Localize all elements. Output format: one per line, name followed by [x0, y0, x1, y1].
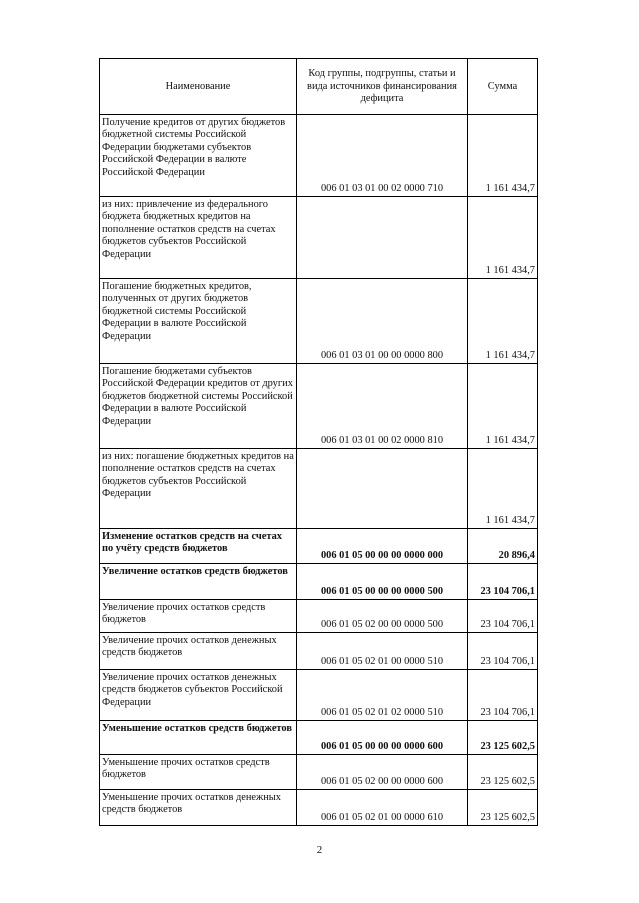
row-sum: 1 161 434,7: [468, 279, 538, 364]
table-row: [100, 755, 538, 790]
table-row: [100, 115, 538, 197]
row-sum: 23 125 602,5: [468, 755, 538, 790]
row-sum: 20 896,4: [468, 529, 538, 564]
row-name: из них: привлечение из федерального бюджета бюджетных кредитов на пополнение остатков средств на счетах бюджетов субъектов Российской Федерации: [100, 197, 297, 279]
budget-sources-table: [99, 58, 537, 826]
row-code: [297, 197, 468, 279]
table-row: [100, 529, 538, 564]
header-name: Наименование: [100, 59, 297, 115]
row-name: Получение кредитов от других бюджетов бюджетной системы Российской Федерации бюджетами субъектов Российской Федерации в валюте Российской Федерации: [100, 115, 297, 197]
row-name: Изменение остатков средств на счетах по учёту средств бюджетов: [100, 529, 297, 564]
row-sum: 23 125 602,5: [468, 721, 538, 755]
table-row: [100, 721, 538, 755]
row-sum: 1 161 434,7: [468, 197, 538, 279]
page-number: 2: [316, 844, 323, 856]
row-sum: 23 104 706,1: [468, 564, 538, 600]
table-row: [100, 279, 538, 364]
row-sum: 1 161 434,7: [468, 449, 538, 529]
row-sum: 1 161 434,7: [468, 115, 538, 197]
row-name: Уменьшение прочих остатков средств бюджетов: [100, 755, 297, 790]
row-name: Уменьшение остатков средств бюджетов: [100, 721, 297, 755]
row-name: Погашение бюджетами субъектов Российской Федерации кредитов от других бюджетов бюджетной системы Российской Федерации в валюте Российской Федерации: [100, 364, 297, 449]
row-code: 006 01 05 02 00 00 0000 500: [297, 600, 468, 633]
row-name: Уменьшение прочих остатков денежных средств бюджетов: [100, 790, 297, 826]
row-code: 006 01 05 00 00 00 0000 600: [297, 721, 468, 755]
table-row: [100, 633, 538, 670]
row-code: 006 01 05 02 01 00 0000 510: [297, 633, 468, 670]
table-row: [100, 670, 538, 721]
row-sum: 23 104 706,1: [468, 600, 538, 633]
row-sum: 23 104 706,1: [468, 633, 538, 670]
header-code: Код группы, подгруппы, статьи и вида источников финансирования дефицита: [297, 59, 468, 115]
financing-sources-table: [99, 58, 538, 826]
row-sum: 23 125 602,5: [468, 790, 538, 826]
table-row: [100, 600, 538, 633]
table-row: [100, 197, 538, 279]
row-code: 006 01 05 00 00 00 0000 500: [297, 564, 468, 600]
row-name: Увеличение прочих остатков денежных средств бюджетов субъектов Российской Федерации: [100, 670, 297, 721]
table-header-row: [100, 59, 538, 115]
row-code: [297, 449, 468, 529]
row-code: 006 01 03 01 00 02 0000 810: [297, 364, 468, 449]
row-sum: 23 104 706,1: [468, 670, 538, 721]
row-code: 006 01 05 02 01 00 0000 610: [297, 790, 468, 826]
row-code: 006 01 05 00 00 00 0000 000: [297, 529, 468, 564]
row-code: 006 01 03 01 00 00 0000 800: [297, 279, 468, 364]
header-sum: Сумма: [468, 59, 538, 115]
row-name: Увеличение остатков средств бюджетов: [100, 564, 297, 600]
row-name: Погашение бюджетных кредитов, полученных от других бюджетов бюджетной системы Российской Федерации в валюте Российской Федерации: [100, 279, 297, 364]
row-code: 006 01 05 02 00 00 0000 600: [297, 755, 468, 790]
table-row: [100, 364, 538, 449]
row-code: 006 01 05 02 01 02 0000 510: [297, 670, 468, 721]
row-sum: 1 161 434,7: [468, 364, 538, 449]
row-name: из них: погашение бюджетных кредитов на пополнение остатков средств на счетах бюджетов субъектов Российской Федерации: [100, 449, 297, 529]
table-row: [100, 449, 538, 529]
row-name: Увеличение прочих остатков денежных средств бюджетов: [100, 633, 297, 670]
row-name: Увеличение прочих остатков средств бюджетов: [100, 600, 297, 633]
table-row: [100, 790, 538, 826]
row-code: 006 01 03 01 00 02 0000 710: [297, 115, 468, 197]
table-row: [100, 564, 538, 600]
